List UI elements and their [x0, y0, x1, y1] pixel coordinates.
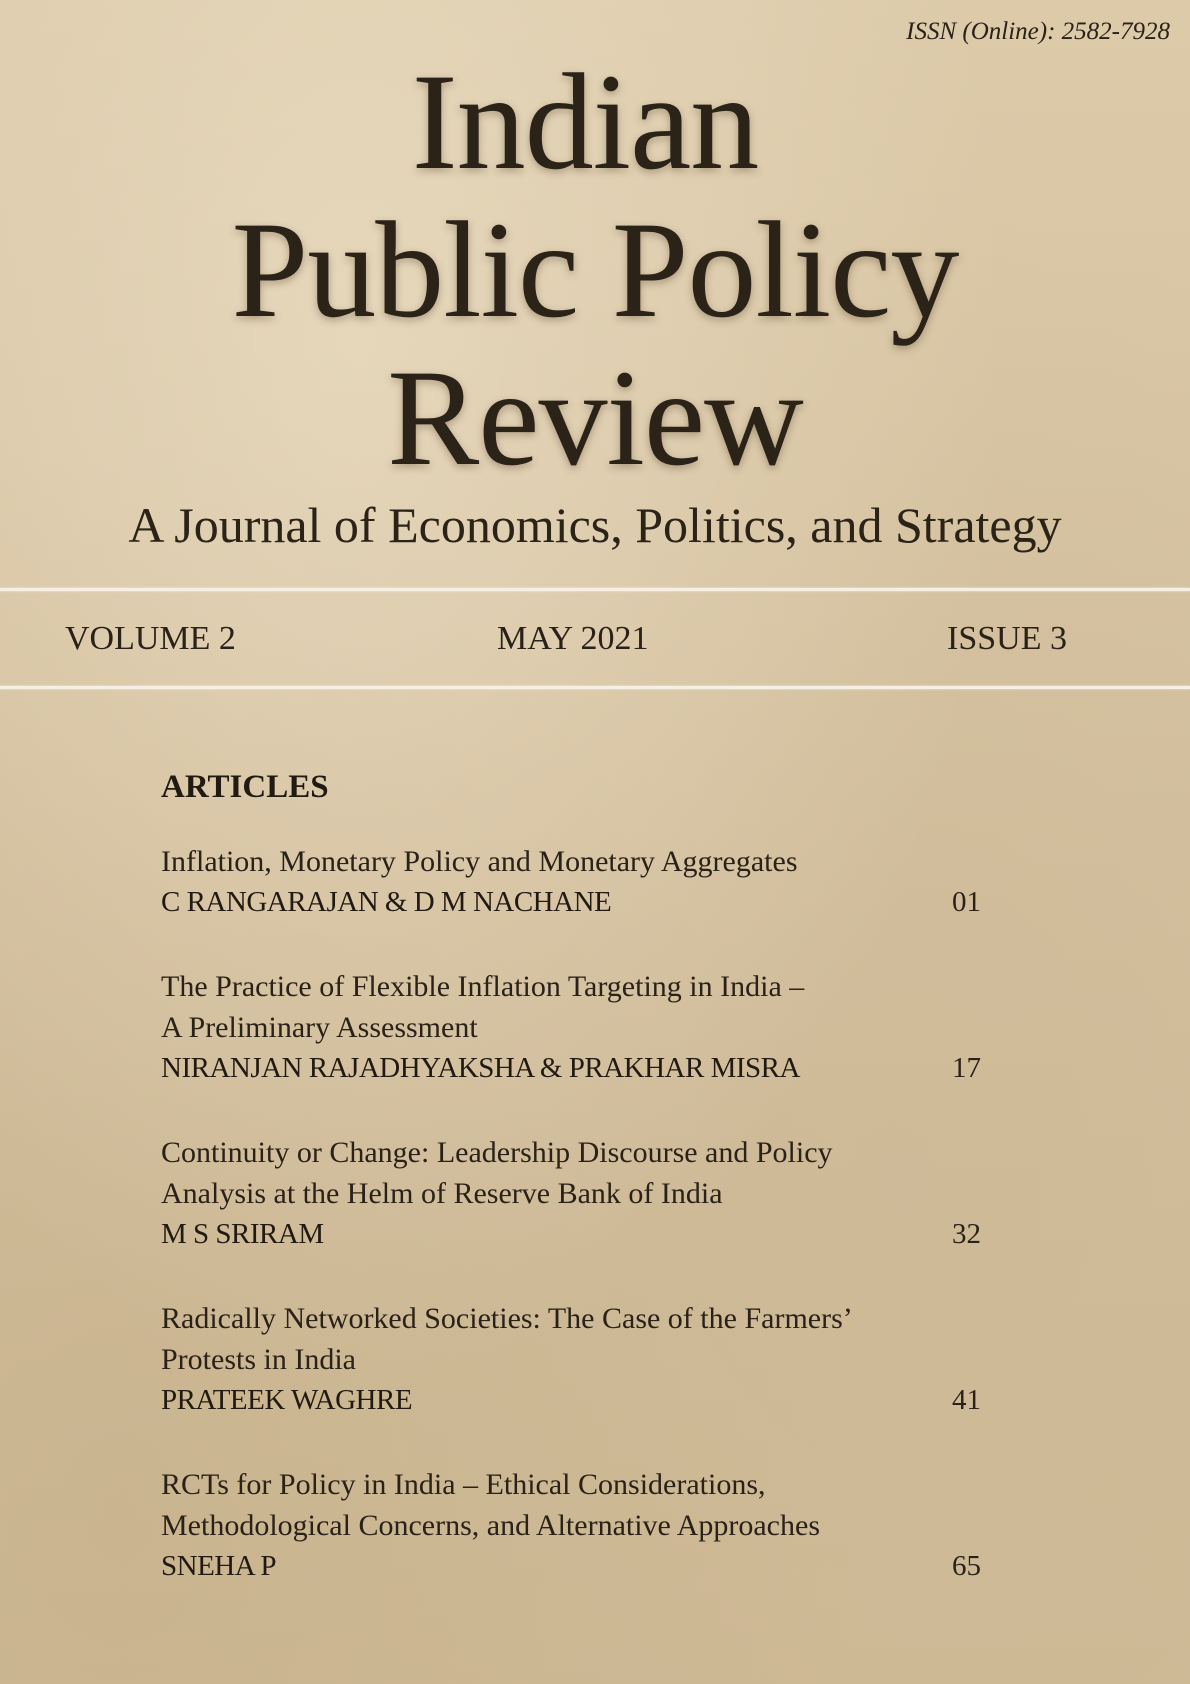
volume-label: VOLUME 2 — [65, 620, 236, 657]
toc-entry[interactable] — [161, 841, 1011, 922]
article-title-line: RCTs for Policy in India – Ethical Considerations, — [161, 1468, 766, 1501]
article-title — [161, 1464, 881, 1546]
article-title — [161, 841, 881, 882]
article-authors: C RANGARAJAN & D M NACHANE — [161, 886, 612, 918]
article-title — [161, 1298, 881, 1380]
article-title-line: The Practice of Flexible Inflation Targeting in India – — [161, 970, 805, 1003]
article-title-line: A Preliminary Assessment — [161, 1011, 478, 1044]
issn-label: ISSN (Online): 2582-7928 — [906, 18, 1170, 45]
table-of-contents — [161, 765, 1011, 1630]
divider-bottom — [0, 686, 1190, 689]
toc-entry[interactable] — [161, 966, 1011, 1088]
article-title-line: Continuity or Change: Leadership Discourse and Policy — [161, 1136, 833, 1169]
article-title-line: Inflation, Monetary Policy and Monetary Aggregates — [161, 845, 798, 878]
article-title-line: Protests in India — [161, 1343, 356, 1376]
article-authors: NIRANJAN RAJADHYAKSHA & PRAKHAR MISRA — [161, 1052, 800, 1084]
article-page-number: 41 — [952, 1384, 981, 1416]
journal-subtitle: A Journal of Economics, Politics, and Strategy — [128, 497, 1062, 553]
article-page-number: 17 — [952, 1052, 981, 1084]
issue-date-label: MAY 2021 — [497, 620, 649, 657]
article-page-number: 65 — [952, 1550, 981, 1582]
toc-heading: ARTICLES — [161, 769, 329, 805]
toc-entry[interactable] — [161, 1298, 1011, 1420]
article-title — [161, 966, 881, 1048]
article-page-number: 32 — [952, 1218, 981, 1250]
masthead-line-2: Public Policy — [231, 193, 959, 346]
article-title — [161, 1132, 881, 1214]
article-title-line: Analysis at the Helm of Reserve Bank of India — [161, 1177, 723, 1210]
article-title-line: Radically Networked Societies: The Case of the Farmers’ — [161, 1302, 853, 1335]
toc-entry[interactable] — [161, 1132, 1011, 1254]
journal-masthead — [0, 45, 1190, 494]
masthead-line-3: Review — [387, 341, 803, 494]
issue-number-label: ISSUE 3 — [947, 620, 1067, 657]
article-authors: M S SRIRAM — [161, 1218, 324, 1250]
article-title-line: Methodological Concerns, and Alternative Approaches — [161, 1509, 820, 1542]
divider-top — [0, 588, 1190, 591]
masthead-line-1: Indian — [411, 45, 759, 198]
article-page-number: 01 — [952, 886, 981, 918]
article-authors: PRATEEK WAGHRE — [161, 1384, 413, 1416]
article-authors: SNEHA P — [161, 1550, 276, 1582]
toc-entry[interactable] — [161, 1464, 1011, 1586]
